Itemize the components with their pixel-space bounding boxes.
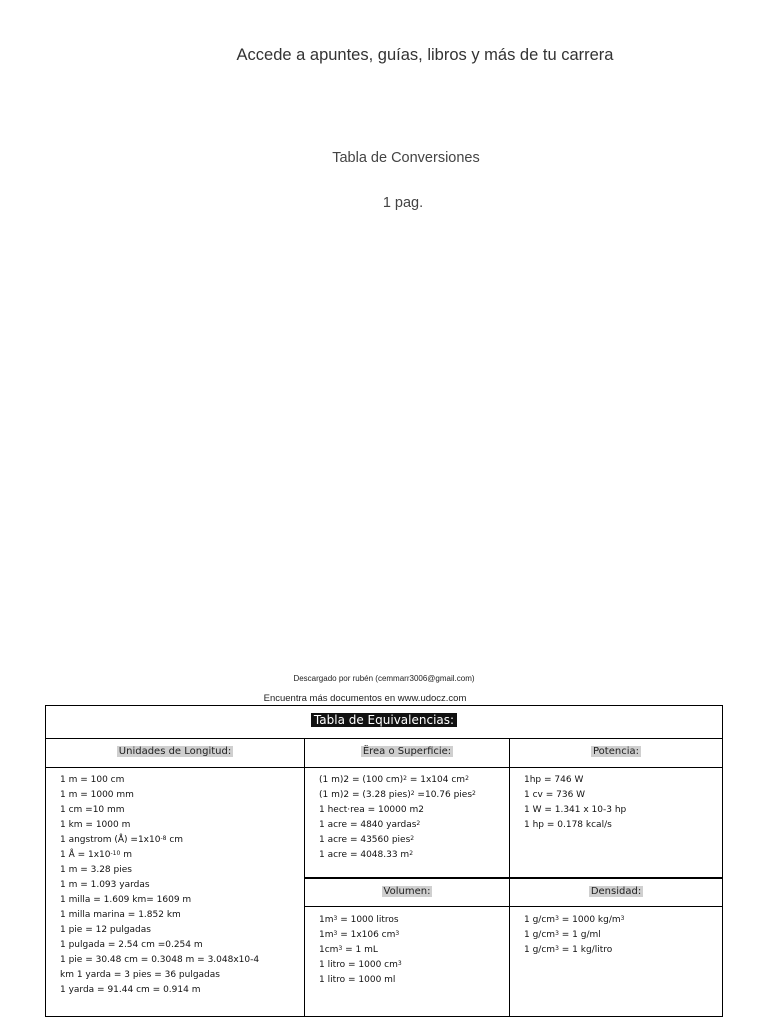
find-more-link[interactable]: Encuentra más documentos en www.udocz.com	[263, 693, 467, 704]
row-divider	[304, 877, 722, 879]
densidad-header-cell	[510, 886, 722, 897]
row-divider	[304, 906, 722, 907]
densidad-heading: Densidad:	[590, 886, 642, 897]
list-item: 1 m = 100 cm	[60, 775, 125, 785]
table-title: Tabla de Equivalencias:	[311, 713, 457, 727]
list-item: 1 hp = 0.178 kcal/s	[524, 820, 612, 830]
list-item: 1 Å = $1x10^{-10}$ m	[60, 850, 132, 860]
potencia-heading: Potencia:	[593, 746, 639, 757]
area-list	[305, 773, 509, 863]
potencia-list	[510, 773, 722, 833]
downloaded-by: Descargado por rubén (cemmarr3006@gmail.com)	[293, 674, 475, 683]
densidad-list	[510, 913, 722, 958]
list-item: (1 m)2 = (100 cm)$^2$ = 1x104 $cm^2$	[319, 775, 469, 785]
list-item: 1hp = 746 W	[524, 775, 584, 785]
list-item: 1 milla marina = 1.852 km	[60, 910, 181, 920]
list-item: (1 m)2 = (3.28 pies)$^2$ =10.76 pies$^2$	[319, 790, 476, 800]
list-item: 1 litro = 1000 $cm^3$	[319, 960, 402, 970]
list-item: 1 m = 1.093 yardas	[60, 880, 150, 890]
row-divider	[46, 738, 722, 739]
potencia-header-cell	[510, 746, 722, 757]
longitud-heading: Unidades de Longitud:	[118, 746, 232, 757]
list-item: 1 acre = 4840 yardas$^2$	[319, 820, 421, 830]
list-item: 1 milla = 1.609 km= 1609 m	[60, 895, 192, 905]
longitud-list	[46, 773, 304, 998]
document-title: Tabla de Conversiones	[332, 150, 480, 166]
list-item: 1 m = 3.28 pies	[60, 865, 132, 875]
list-item: 1 $g/cm^3 = 1$ g/ml	[524, 930, 601, 940]
list-item: km 1 yarda = 3 pies = 36 pulgadas	[60, 970, 220, 980]
list-item: 1 cm =10 mm	[60, 805, 125, 815]
list-item: 1 acre = 43560 pies$^2$	[319, 835, 415, 845]
row-divider	[46, 767, 722, 768]
area-heading: Ërea o Superficie:	[362, 746, 452, 757]
table-title-cell	[46, 713, 722, 727]
list-item: $1cm^3 = 1$ mL	[319, 945, 378, 955]
list-item: $1m^3 = 1x106$ $cm^3$	[319, 930, 400, 940]
list-item: 1 angstrom (Å) $=1x10^{-8}$ cm	[60, 835, 184, 845]
list-item: 1 pulgada = 2.54 cm =0.254 m	[60, 940, 203, 950]
volumen-list	[305, 913, 509, 988]
list-item: 1 m = 1000 mm	[60, 790, 134, 800]
list-item: 1 hect·rea = 10000 m2	[319, 805, 424, 815]
list-item: 1 $g/cm^3 = 1$ kg/litro	[524, 945, 613, 955]
list-item: 1 $g/cm^3 = 1000$ $kg/m^3$	[524, 915, 625, 925]
list-item: 1 yarda = 91.44 cm = 0.914 m	[60, 985, 201, 995]
headline: Accede a apuntes, guías, libros y más de tu carrera	[236, 46, 614, 64]
longitud-header-cell	[46, 746, 304, 757]
list-item: 1 pie = 30.48 cm = 0.3048 m = 3.048x10-4	[60, 955, 260, 965]
list-item: 1 litro = 1000 ml	[319, 975, 396, 985]
volumen-heading: Volumen:	[383, 886, 431, 897]
page-count: 1 pag.	[382, 195, 424, 211]
area-header-cell	[305, 746, 509, 757]
list-item: $1m^3 = 1000$ litros	[319, 915, 399, 925]
volumen-header-cell	[305, 886, 509, 897]
list-item: 1 cv = 736 W	[524, 790, 586, 800]
list-item: 1 km = 1000 m	[60, 820, 131, 830]
equivalences-table	[45, 705, 723, 1017]
list-item: 1 W = 1.341 x 10-3 hp	[524, 805, 627, 815]
list-item: 1 pie = 12 pulgadas	[60, 925, 151, 935]
list-item: 1 acre = 4048.33 $m^2$	[319, 850, 414, 860]
